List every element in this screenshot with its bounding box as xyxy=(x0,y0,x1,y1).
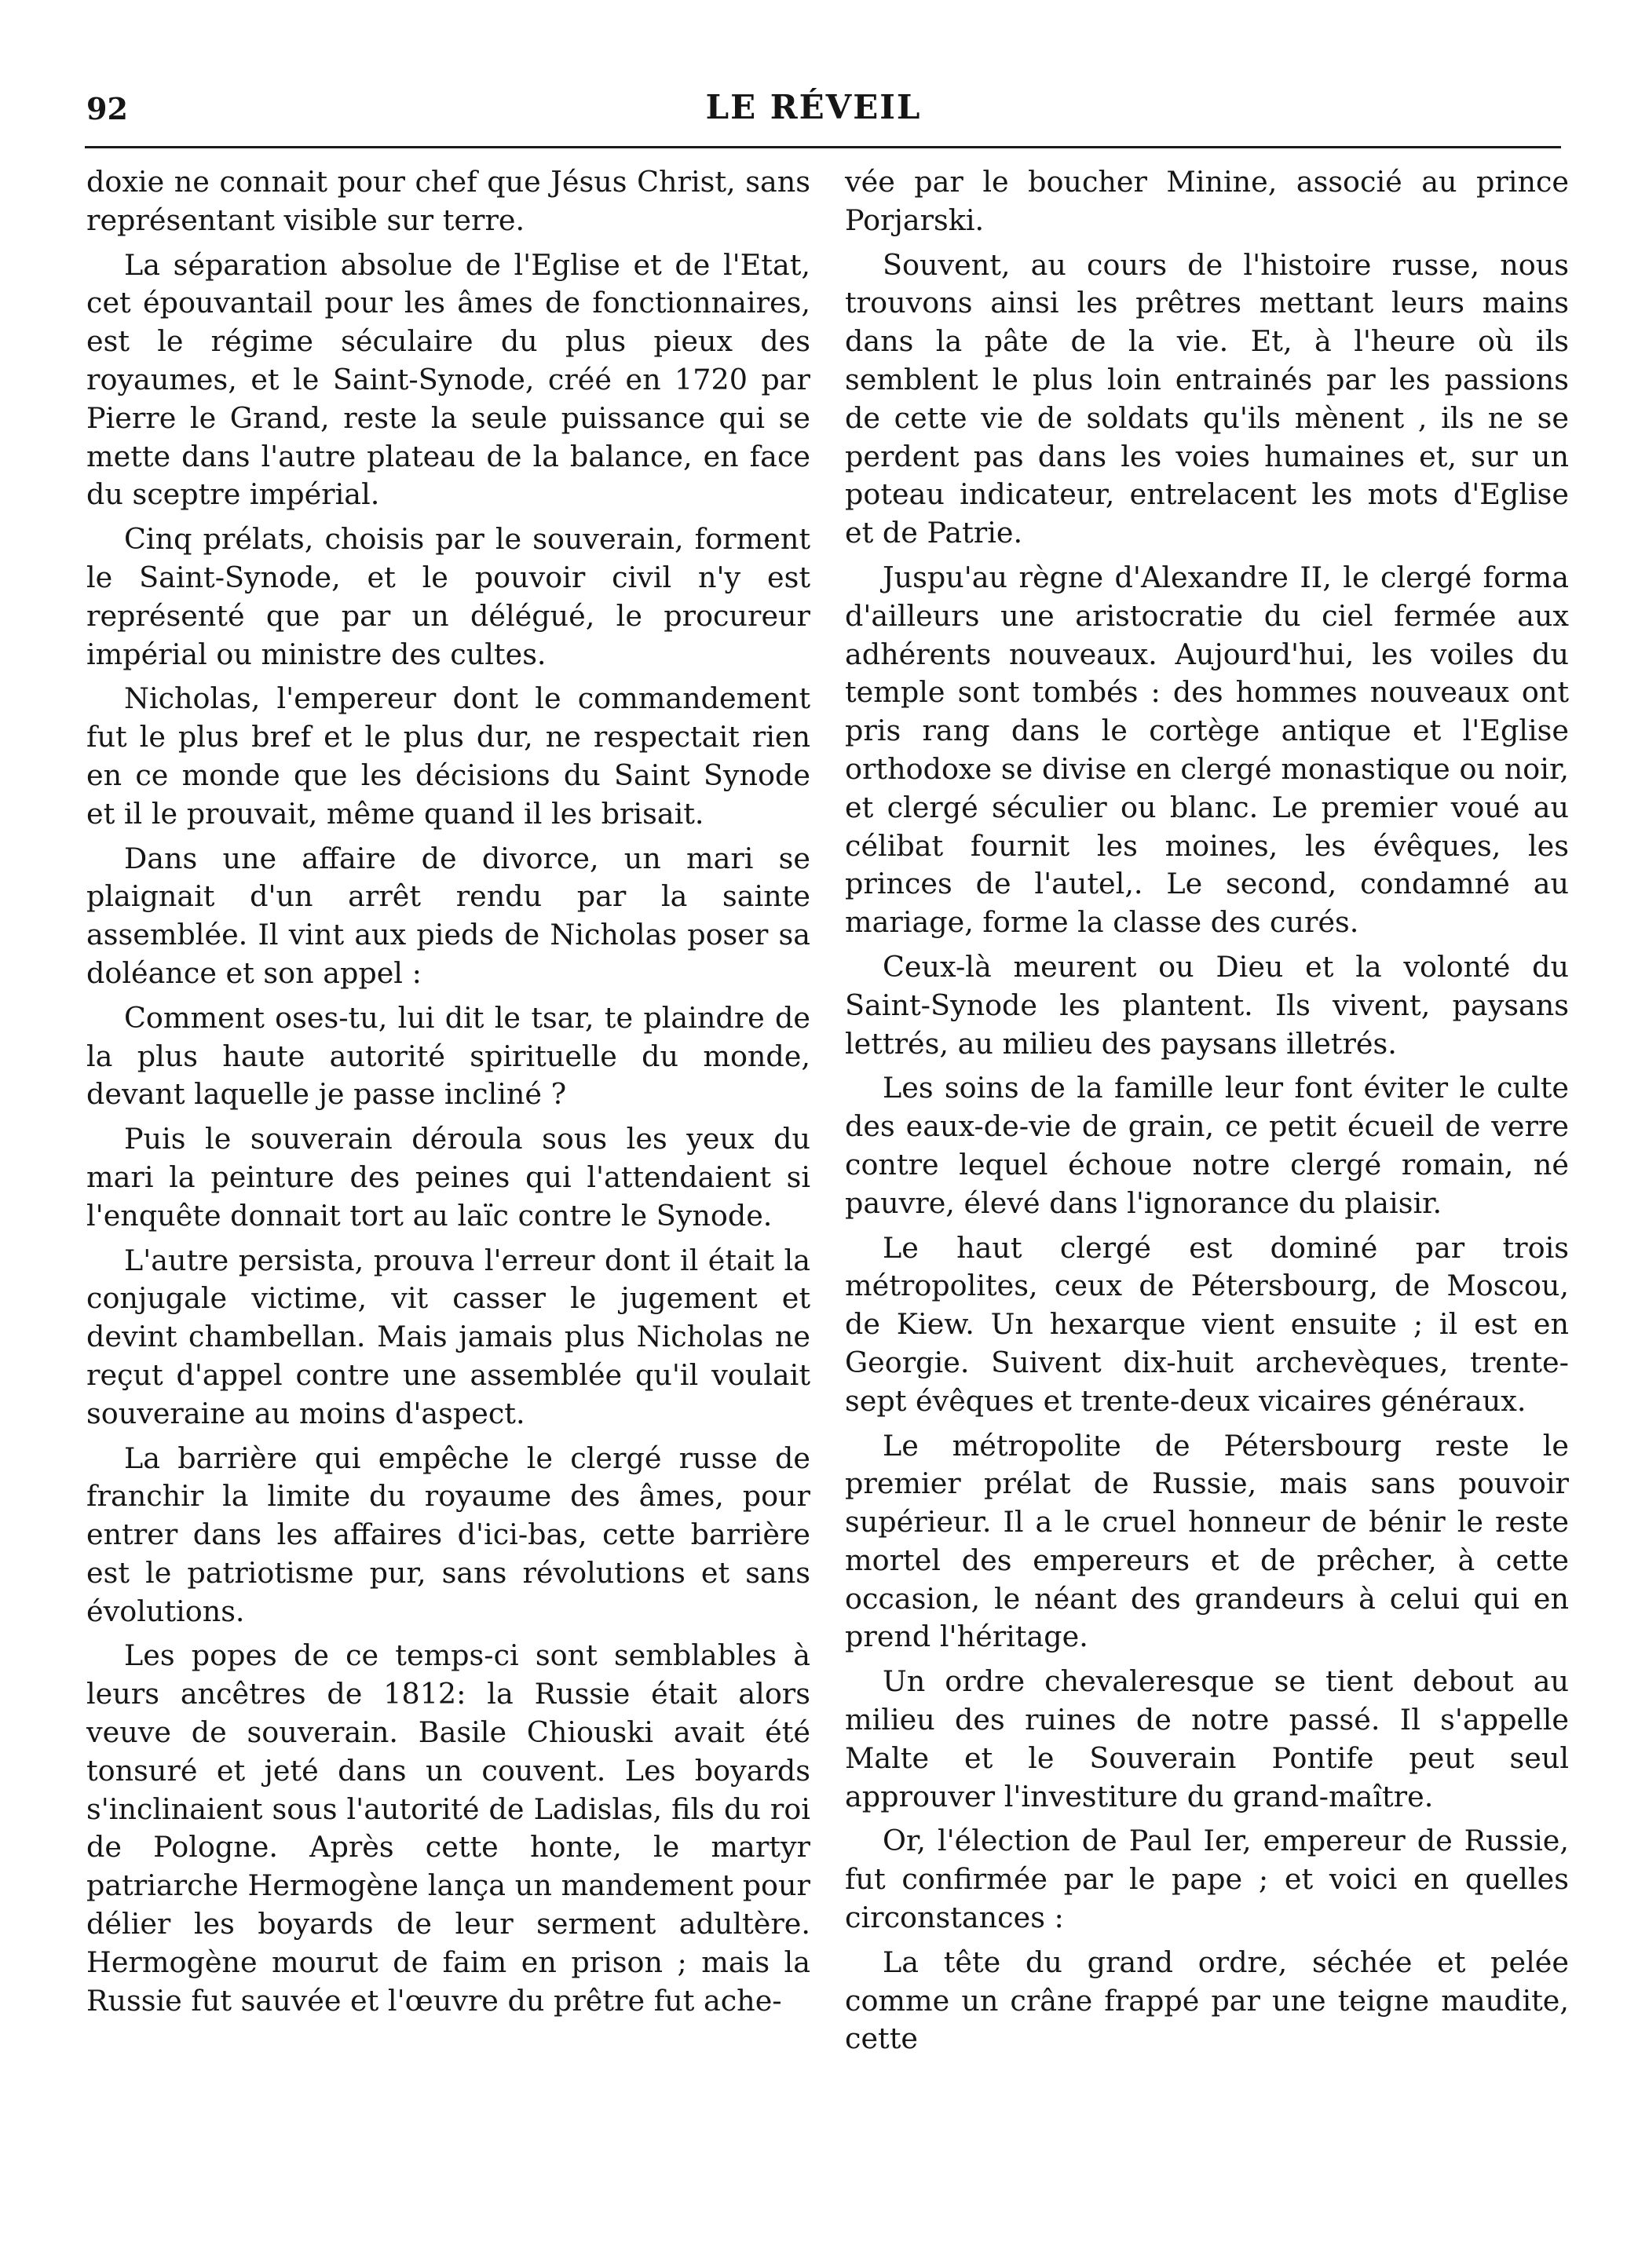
header-rule xyxy=(85,146,1561,148)
paragraph: Les popes de ce temps-ci sont semblables à leurs ancêtres de 1812: la Russie était alors veuve de souverain. Basile Chiouski avait été tonsuré et jeté dans un couvent. Les boyards s'inclinaient sous l'autorité de Ladislas, fils du roi de Pologne. Après cette honte, le martyr patriarche Hermogène lança un mandement pour délier les boyards de leur serment adultère. Hermogène mourut de faim en prison ; mais la Russie fut sauvée et l'œuvre du prêtre fut ache- xyxy=(86,1638,810,2018)
paragraph: La séparation absolue de l'Eglise et de l'Etat, cet épouvantail pour les âmes de fonctionnaires, est le régime séculaire du plus pieux des royaumes, et le Saint-Synode, créé en 1720 par Pierre le Grand, reste la seule puissance qui se mette dans l'autre plateau de la balance, en face du sceptre impérial. xyxy=(86,247,810,512)
paragraph: Nicholas, l'empereur dont le commandement fut le plus bref et le plus dur, ne respectait rien en ce monde que les décisions du Saint Synode et il le prouvait, même quand il les brisait. xyxy=(86,681,810,831)
paragraph: Un ordre chevaleresque se tient debout au milieu des ruines de notre passé. Il s'appelle Malte et le Souverain Pontife peut seul approuver l'investiture du grand-maître. xyxy=(845,1664,1569,1813)
paragraph: Or, l'élection de Paul Ier, empereur de Russie, fut confirmée par le pape ; et voici en quelles circonstances : xyxy=(845,1824,1569,1935)
paragraph: doxie ne connait pour chef que Jésus Christ, sans représentant visible sur terre. xyxy=(86,165,810,237)
paragraph: La tête du grand ordre, séchée et pelée comme un crâne frappé par une teigne maudite, cette xyxy=(845,1945,1569,2056)
left-column xyxy=(86,163,810,2026)
paragraph: L'autre persista, prouva l'erreur dont il était la conjugale victime, vit casser le jugement et devint chambellan. Mais jamais plus Nicholas ne reçut d'appel contre une assemblée qu'il voulait souveraine au moins d'aspect. xyxy=(86,1243,810,1430)
paragraph: Souvent, au cours de l'histoire russe, nous trouvons ainsi les prêtres mettant leurs mains dans la pâte de la vie. Et, à l'heure où ils semblent le plus loin entrainés par les passions de cette vie de soldats qu'ils mènent , ils ne se perdent pas dans les voies humaines et, sur un poteau indicateur, entrelacent les mots d'Eglise et de Patrie. xyxy=(845,247,1569,550)
paragraph: Cinq prélats, choisis par le souverain, forment le Saint-Synode, et le pouvoir civil n'y est représenté que par un délégué, le procureur impérial ou ministre des cultes. xyxy=(86,522,810,671)
running-title: LE RÉVEIL xyxy=(705,88,922,126)
page-number: 92 xyxy=(86,91,128,126)
paragraph: Comment oses-tu, lui dit le tsar, te plaindre de la plus haute autorité spirituelle du monde, devant laquelle je passe incliné ? xyxy=(86,1000,810,1112)
paragraph: Juspu'au règne d'Alexandre II, le clergé forma d'ailleurs une aristocratie du ciel fermée aux adhérents nouveaux. Aujourd'hui, les voiles du temple sont tombés : des hommes nouveaux ont pris rang dans le cortège antique et l'Eglise orthodoxe se divise en clergé monastique ou noir, et clergé séculier ou blanc. Le premier voué au célibat fournit les moines, les évêques, les princes de l'autel,. Le second, condamné au mariage, forme la classe des curés. xyxy=(845,560,1569,940)
paragraph: vée par le boucher Minine, associé au prince Porjarski. xyxy=(845,165,1569,237)
paragraph: Le haut clergé est dominé par trois métropolites, ceux de Pétersbourg, de Moscou, de Kiew. Un hexarque vient ensuite ; il est en Georgie. Suivent dix-huit archevèques, trente-sept évêques et trente-deux vicaires généraux. xyxy=(845,1230,1569,1418)
paragraph: Puis le souverain déroula sous les yeux du mari la peinture des peines qui l'attendaient si l'enquête donnait tort au laïc contre le Synode. xyxy=(86,1122,810,1233)
paragraph: Ceux-là meurent ou Dieu et la volonté du Saint-Synode les plantent. Ils vivent, paysans lettrés, au milieu des paysans illetrés. xyxy=(845,949,1569,1061)
paragraph: Le métropolite de Pétersbourg reste le premier prélat de Russie, mais sans pouvoir supérieur. Il a le cruel honneur de bénir le reste mortel des empereurs et de prêcher, à cette occasion, le néant des grandeurs à celui qui en prend l'héritage. xyxy=(845,1428,1569,1654)
paragraph: La barrière qui empêche le clergé russe de franchir la limite du royaume des âmes, pour entrer dans les affaires d'ici-bas, cette barrière est le patriotisme pur, sans révolutions et sans évolutions. xyxy=(86,1441,810,1628)
paragraph: Dans une affaire de divorce, un mari se plaignait d'un arrêt rendu par la sainte assemblée. Il vint aux pieds de Nicholas poser sa doléance et son appel : xyxy=(86,841,810,990)
paragraph: Les soins de la famille leur font éviter le culte des eaux-de-vie de grain, ce petit écueil de verre contre lequel échoue notre clergé romain, né pauvre, élevé dans l'ignorance du plaisir. xyxy=(845,1071,1569,1220)
right-column xyxy=(845,163,1569,2065)
